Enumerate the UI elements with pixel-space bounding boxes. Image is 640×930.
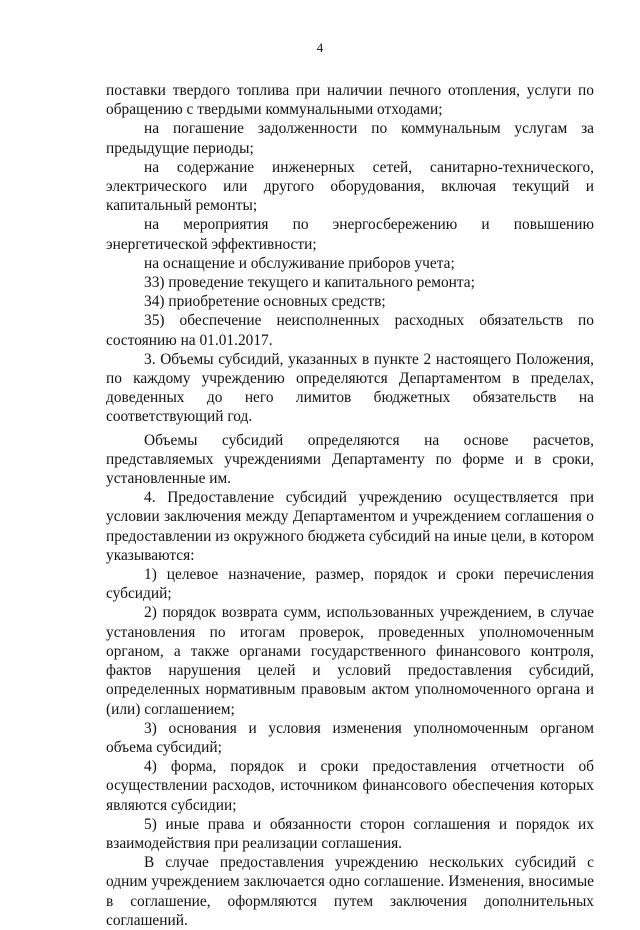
paragraph-debt-repayment: на погашение задолженности по коммунальным услугам за предыдущие периоды;	[106, 120, 594, 157]
paragraph-network-maintenance: на содержание инженерных сетей, санитарно-технического, электрического или другого оборудования, включая текущий и капитальный ремонты;	[106, 158, 594, 215]
list-item-35: 35) обеспечение неисполненных расходных обязательств по состоянию на 01.01.2017.	[106, 312, 594, 349]
agreement-item-1: 1) целевое назначение, размер, порядок и сроки перечисления субсидий;	[106, 566, 594, 603]
list-item-33: 33) проведение текущего и капитального ремонта;	[144, 274, 475, 292]
agreement-item-2: 2) порядок возврата сумм, использованных учреждением, в случае установления по итогам проверок, проведенных уполномоченным органом, а также органами государственного финансового контроля, фактов нарушения целей и условий предоставления субсидий, определенных нормативным правовым актом уполномоченного органа и (или) соглашением;	[106, 604, 594, 718]
agreement-item-4: 4) форма, порядок и сроки предоставления отчетности об осуществлении расходов, источником финансового обеспечения которых являются субсидии;	[106, 758, 594, 814]
agreement-item-3: 3) основания и условия изменения уполномоченным органом объема субсидий;	[106, 719, 594, 756]
paragraph-energy-saving: на мероприятия по энергосбережению и повышению энергетической эффективности;	[106, 216, 594, 253]
paragraph-metering-devices: на оснащение и обслуживание приборов учета;	[144, 254, 455, 272]
clause-3: 3. Объемы субсидий, указанных в пункте 2 настоящего Положения, по каждому учреждению определяются Департаментом в пределах, доведенных до него лимитов бюджетных обязательств на соответствующий год.	[106, 350, 594, 426]
page-number: 4	[316, 40, 324, 55]
paragraph-subsidy-volumes: Объемы субсидий определяются на основе расчетов, представляемых учреждениями Департаменту по форме и в сроки, установленные им.	[106, 431, 594, 488]
paragraph-continuation: поставки твердого топлива при наличии печного отопления, услуги по обращению с твердыми коммунальными отходами;	[106, 82, 594, 119]
agreement-item-5: 5) иные права и обязанности сторон соглашения и порядок их взаимодействия при реализации соглашения.	[106, 815, 594, 852]
document-body	[106, 81, 594, 930]
clause-4: 4. Предоставление субсидий учреждению осуществляется при условии заключения между Департаментом и учреждением соглашения о предоставлении из окружного бюджета субсидий на иные цели, в котором указываются:	[106, 489, 594, 564]
list-item-34: 34) приобретение основных средств;	[144, 293, 386, 311]
paragraph-multiple-subsidies: В случае предоставления учреждению нескольких субсидий с одним учреждением заключается одно соглашение. Изменения, вносимые в соглашение, оформляются путем заключения дополнительных соглашений.	[106, 854, 594, 929]
